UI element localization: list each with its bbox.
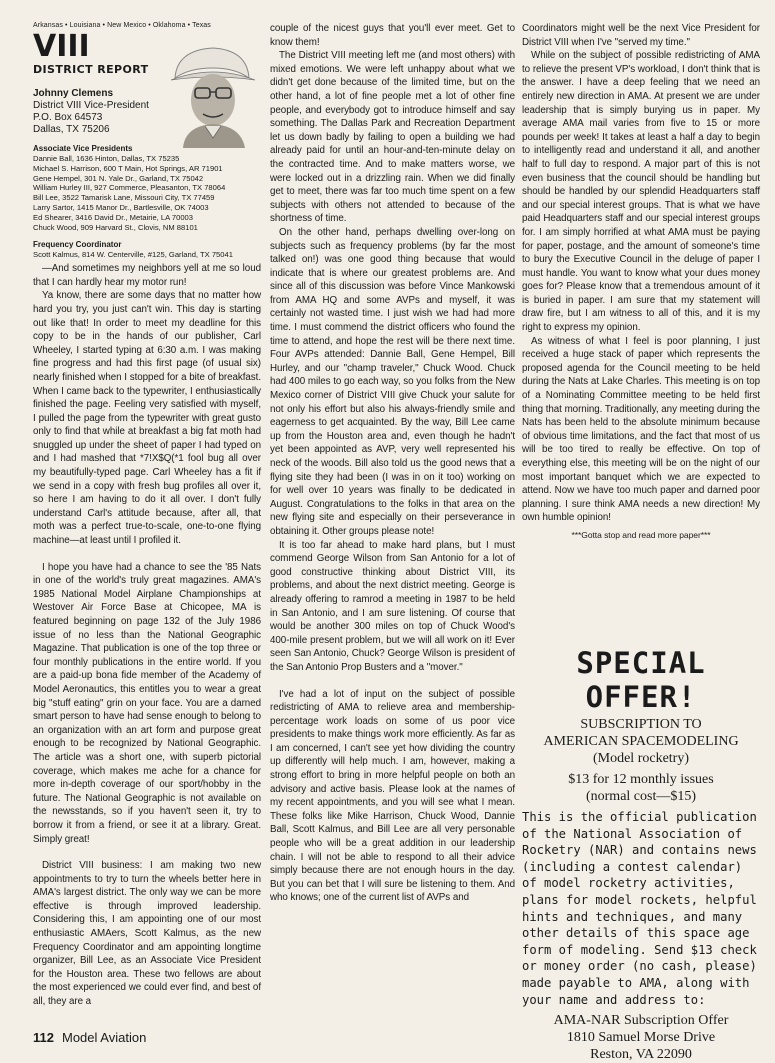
ad-title: SPECIAL OFFER! [576, 646, 706, 714]
ad-address-line: Reston, VA 22090 [590, 1047, 692, 1063]
ad-address-line: 1810 Samuel Morse Drive [566, 1030, 716, 1046]
ad-normal-cost: (normal cost—$15) [585, 789, 697, 804]
paragraph: The District VIII meeting left me (and most others) with mixed emotions. We were left unhappy about what we didn't get done because of the limited time, but on the other hand, a lot of fine people met a lot of other fine people, and everybody got to introduce himself and say something. The Dallas Park and Recreation Department let us down badly by failing to open a building we had already paid for until an hour-and-ten-minute delay on the contracted time. And to make matters worse, we were locked out in a drizzling rain. When we did finally get to meet, there was far too much time spent on a few subjects with others not attended to because of the shortness of time. [270, 50, 515, 225]
paragraph: —And sometimes my neighbors yell at me so loud that I can hardly hear my motor run! [33, 263, 261, 288]
district-report-title: DISTRICT REPORT [33, 63, 149, 76]
vp-role: District VIII Vice-President [33, 100, 149, 111]
paragraph: couple of the nicest guys that you'll ever meet. Get to know them! [270, 23, 515, 48]
column-1 [33, 22, 261, 1009]
associate-entry: Larry Sartor, 1415 Manor Dr., Bartlesville, OK 74003 [33, 202, 209, 212]
paragraph: Ya know, there are some days that no matter how hard you try, you just can't win. This day is starting out like that! In order to meet my deadline for this copy to be in the hands of our publisher, Carl Wheeley, I started typing at 6:30 a.m. I was making fine progress and had this first page (of usual six) nearly finished when I stopped for a bite of breakfast. When I came back to the typewriter, I enthusiastically finished the page. Feeling very satisfied with myself, I pulled the page from the typewriter with great gusto only to find that while at breakfast a big fat moth had snuggled up under the sheet of paper I had typed on and I had mashed that *7!X$Q(*1 fool bug all over my beautifully-typed page. Carl Wheeley has a fit if we send in a copy with fresh bug profiles all over it, so here I am having to do it all over. I don't fully understand Carl's attitude because, after all, that moth was a perfect true-to-scale, one-to-one flying machine—at least until I profiled it. [33, 290, 261, 547]
paragraph: I hope you have had a chance to see the '85 Nats in one of the world's truly great magazines. AMA's 1985 National Model Airplane Championships at Westover Air Force Base at Chicopee, MA is featured beginning on page 132 of the July 1986 issue of no less than the National Geographic Magazine. That publication is one of the top three or four monthly publications in the entire world. If you are a paid-up bona fide member of the Academy of Model Aeronautics, this entitles you to wear a great big "stuff eating" grin on your face. You are a darned smart person to have had sense enough to belong to an organization with an art form and purpose great enough to be recognized by National Geographic. The article was a short one, with superb pictorial coverage, which makes me ache for a chance for more in-depth coverage of our sport/hobby in the future. The National Geographic is not available on the newsstands, so if you haven't seen it, try to borrow it from a friend, or see it at a library. Great. Simply great! [33, 561, 261, 845]
associate-entry: Dannie Ball, 1636 Hinton, Dallas, TX 75235 [33, 154, 180, 163]
associate-entry: Ed Shearer, 3416 David Dr., Metairie, LA 70003 [33, 212, 193, 222]
sign-off: ***Gotta stop and read more paper*** [571, 529, 711, 540]
paragraph: On the other hand, perhaps dwelling over-long on subjects such as frequency problems (by far the most talked on!) was one good thing because that would indicate that is where our greatest problems are. And since all of this discussion was before Vince Mankowski from AMA HQ and some AVPs and myself, it was certainly not wasted time. I just wish we had had more time. I must commend the district officers who found the time to attend, and hope the rest will be there next time. Four AVPs attended: Dannie Ball, Gene Hempel, Bill Hurley, and our "champ traveler," Chuck Wood. Chuck had 400 miles to go each way, so you folks from the New Mexico corner of District VIII give Chuck your salute for not only his effort but also his always-friendly smile and eagerness to get acquainted. By the way, Bill Lee came up from the Houston area and, even though he hadn't yet been appointed as AVP, very well represented his neck of the woods. Bill also told us the good news that a flying site they had been (I was in on it too) working on for well over 10 years was finally to be dedicated in August. Congratulations to the folks in that area on the new flying site and especially on their perseverance in obtaining it. Other groups please note! [270, 226, 515, 537]
district-number: VIII [33, 29, 90, 64]
ad-subtitle: (Model rocketry) [592, 751, 690, 766]
associate-entry: William Hurley III, 927 Commerce, Pleasanton, TX 78064 [33, 183, 226, 193]
frequency-entry: Scott Kalmus, 814 W. Centerville, #125, Garland, TX 75041 [33, 250, 233, 260]
paragraph: As witness of what I feel is poor planning, I just received a huge stack of paper which represents the proposed agenda for the Council meeting to be held during the Nats at Lake Charles. This meeting is on top of a Nominating Committee meeting to be held first thing that morning. Traditionally, any meeting during the Nats has been held to the absolute minimum because of obvious time limitations, and the fact that most of us will be too tired to really be effective. On top of everything else, this meeting will be on the night of our most important banquet which we are expected to attend. Now we have too much paper and darned poor planning. I sure think AMA needs a new direction! My own humble opinion! [522, 335, 760, 524]
special-offer-ad [522, 646, 760, 1063]
ad-address-line: AMA-NAR Subscription Offer [553, 1013, 729, 1029]
paragraph: District VIII business: I am making two new appointments to try to turn the wheels better here in AMA's largest district. The only way we can be more effective is through improved leadership. Considering this, I am appointing one of our most enthusiastic AMAers, Scott Kalmus, as the new Frequency Coordinator and am appointing longtime organizer, Bill Lee, as an Associate Vice President for the Houston area. These two fellows are about the most experienced we could ever find, and best of all, they are a [33, 860, 261, 1008]
vp-city: Dallas, TX 75206 [33, 124, 110, 135]
page-footer [33, 1030, 146, 1045]
associate-entry: Gene Hempel, 301 N. Yale Dr., Garland, TX 75042 [33, 173, 204, 183]
page-number: 112 [33, 1030, 54, 1045]
states-line: Arkansas • Louisiana • New Mexico • Oklahoma • Texas [33, 22, 211, 29]
ad-body-text: This is the official publication of the National Association of Rocketry (NAR) and contains news (including a contest calendar) of model rocketry activities, plans for model rockets, helpful hints and techniques, and many other details of this space age form of modeling. Send $13 check or money order (no cash, please) made payable to AMA, along with your name and address to: [522, 810, 757, 1007]
paragraph: I've had a lot of input on the subject of possible redistricting of AMA to relieve area and membership-percentage work loads on some of us poor vice presidents to make things work more efficiently. As far as I am concerned, I can't see yet how dividing the country up differently will help much. I am, however, making a strong effort to bring in more helpful people on both an advisory and active basis. Please look at the names of my recent appointments, and you will see what I mean. These folks like Mike Harrison, Chuck Wood, Dannie Ball, Scott Kalmus, and Bill Lee are all very personable people who will be a great addition in our leadership chain. I will not be able to respond to all their advice simply because there are not enough hours in the day. But you can bet that I will sure be listening to them. And who knows; one of the current list of AVPs and [270, 688, 515, 904]
column-3 [522, 22, 760, 543]
paragraph: While on the subject of possible redistricting of AMA to relieve the present VP's workload, I don't think that is the answer. I have a deep feeling that we need an entirely new direction in AMA. At present we are under leadership that is simply burying us in paper. My average AMA mail varies from five to 15 or more pounds per week! It takes at least a half a day to begin to intelligently read and understand it all, and another half to full day to respond. A major part of this is not even business that the council should be handling but should be handled by our splendid Headquarters staff and our special interest groups. That is what we have paid Headquarters staff and our special interest groups for. I am simply horrified at what AMA must be paying for paper, postage, and the amount of someone's time to bury the Executive Council in the deluge of paper I must handle. You want to know what your dues money goes for? Please know that a tremendous amount of it is buried in paper. I am sure that my statement will draw fire, but I am witness to all of this, and it is my right to express my opinion. [522, 50, 760, 334]
vp-box: P.O. Box 64573 [33, 112, 103, 123]
ad-magazine-name: AMERICAN SPACEMODELING [543, 734, 739, 749]
associates-heading: Associate Vice Presidents [33, 144, 133, 153]
frequency-heading: Frequency Coordinator [33, 240, 122, 250]
paragraph: It is too far ahead to make hard plans, but I must commend George Wilson from San Antonio for a lot of good constructive thinking about District VIII, its problems, and about the next district meeting. George is already offering to ramrod a meeting in 1987 to be held in San Antonio, and I am sure listening. Of course that would be another 300 miles on top of Chuck Wood's 400-mile present problem, but we will all work on it! Ever seen San Antonio, Chuck? George Wilson is president of the San Antonio Prop Busters and a "mover." [270, 539, 515, 673]
column-2 [270, 22, 515, 905]
associate-entry: Bill Lee, 3522 Tamarisk Lane, Missouri City, TX 77459 [33, 193, 215, 203]
magazine-name: Model Aviation [61, 1030, 147, 1045]
vp-name: Johnny Clemens [33, 88, 114, 99]
vp-portrait-photo [165, 38, 260, 148]
ad-subscription-line: SUBSCRIPTION TO [580, 717, 702, 732]
ad-price: $13 for 12 monthly issues [568, 772, 714, 787]
associate-entry: Chuck Wood, 909 Harvard St., Clovis, NM 88101 [33, 222, 198, 232]
paragraph: Coordinators might well be the next Vice President for District VIII when I've "served my time." [522, 23, 760, 48]
associate-entry: Michael S. Harrison, 600 T Main, Hot Springs, AR 71901 [33, 163, 223, 173]
